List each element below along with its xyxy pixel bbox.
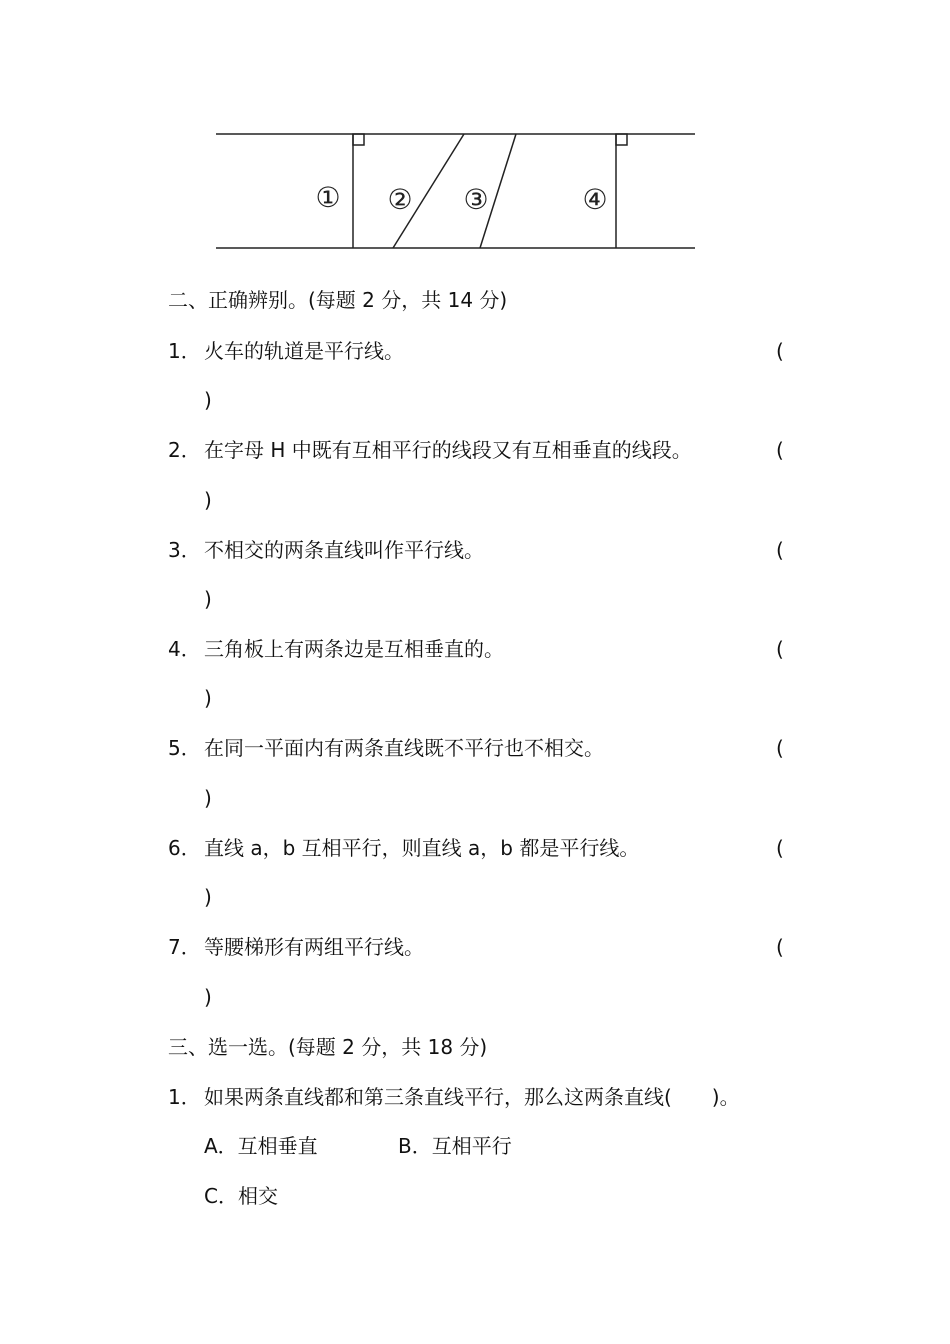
answer-paren-open[interactable]: (	[776, 736, 784, 760]
answer-paren-open[interactable]: (	[776, 438, 784, 462]
question-number: 7．	[168, 935, 201, 959]
region-label-4: ④	[582, 183, 608, 216]
parallel-lines-figure	[0, 0, 950, 270]
answer-paren-close: )	[204, 488, 212, 512]
option-b[interactable]: B．互相平行	[398, 1134, 512, 1158]
section3-heading: 三、选一选。(每题 2 分，共 18 分)	[168, 1035, 488, 1059]
question-text: 三角板上有两条边是互相垂直的。	[204, 637, 504, 661]
question-text: 如果两条直线都和第三条直线平行，那么这两条直线( )。	[204, 1085, 740, 1109]
section2-heading: 二、正确辨别。(每题 2 分，共 14 分)	[168, 288, 508, 312]
option-c[interactable]: C．相交	[204, 1184, 278, 1208]
region-label-1: ①	[315, 181, 341, 214]
question-number: 1．	[168, 339, 201, 363]
answer-paren-close: )	[204, 985, 212, 1009]
answer-paren-open[interactable]: (	[776, 339, 784, 363]
question-number: 6．	[168, 836, 201, 860]
question-text: 不相交的两条直线叫作平行线。	[204, 538, 484, 562]
answer-paren-close: )	[204, 587, 212, 611]
question-text: 在字母 H 中既有互相平行的线段又有互相垂直的线段。	[204, 438, 692, 462]
question-number: 1．	[168, 1085, 201, 1109]
answer-paren-close: )	[204, 388, 212, 412]
question-text: 直线 a，b 互相平行，则直线 a，b 都是平行线。	[204, 836, 640, 860]
question-text: 在同一平面内有两条直线既不平行也不相交。	[204, 736, 604, 760]
question-number: 2．	[168, 438, 201, 462]
question-number: 3．	[168, 538, 201, 562]
answer-paren-open[interactable]: (	[776, 836, 784, 860]
region-label-2: ②	[387, 183, 413, 216]
right-angle-mark-left	[353, 134, 364, 145]
right-angle-mark-right	[616, 134, 627, 145]
question-text: 火车的轨道是平行线。	[204, 339, 404, 363]
answer-paren-close: )	[204, 786, 212, 810]
answer-paren-open[interactable]: (	[776, 935, 784, 959]
question-number: 4．	[168, 637, 201, 661]
region-label-3: ③	[463, 183, 489, 216]
answer-paren-close: )	[204, 686, 212, 710]
question-text: 等腰梯形有两组平行线。	[204, 935, 424, 959]
question-number: 5．	[168, 736, 201, 760]
answer-paren-open[interactable]: (	[776, 637, 784, 661]
option-a[interactable]: A．互相垂直	[204, 1134, 318, 1158]
answer-paren-open[interactable]: (	[776, 538, 784, 562]
answer-paren-close: )	[204, 885, 212, 909]
